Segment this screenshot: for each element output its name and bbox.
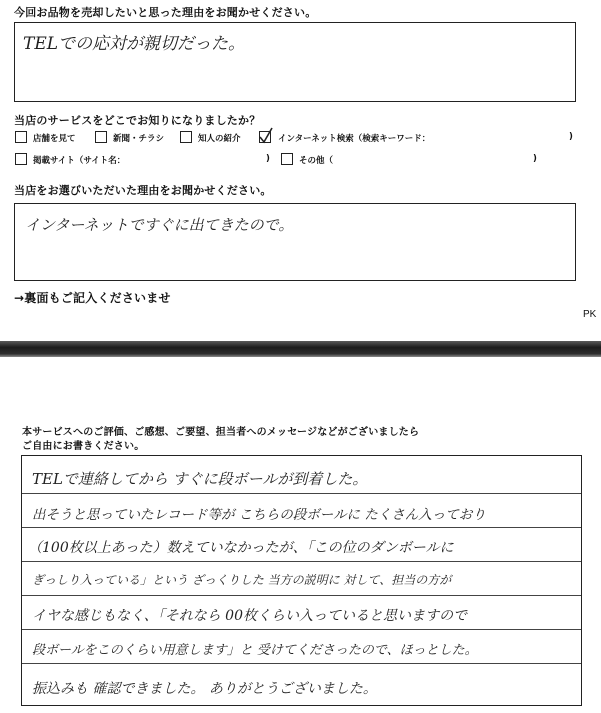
checkbox-store[interactable] [15, 131, 27, 143]
checkbox-newspaper[interactable] [95, 131, 107, 143]
option-listing-close: ) [266, 154, 270, 164]
option-other-close: ) [533, 154, 537, 164]
feedback-answer-box [21, 455, 582, 706]
check-mark-icon [258, 127, 274, 145]
reason-sell-answer: TELでの応対が親切だった。 [23, 34, 246, 54]
checkbox-referral[interactable] [180, 131, 192, 143]
ruled-line [22, 493, 581, 494]
option-internet-label: インターネット検索（検索キーワード： [278, 134, 431, 144]
back-note: →裏面もご記入くださいませ [14, 291, 171, 305]
how-know-label: 当店のサービスをどこでお知りになりましたか？ [14, 114, 261, 127]
option-newspaper-label: 新聞・チラシ [113, 134, 165, 144]
feedback-line-2: 出そうと思っていたレコード等が こちらの段ボールに たくさん入っており [32, 507, 486, 523]
reason-sell-label: 今回お品物を売却したいと思った理由をお聞かせください。 [14, 6, 317, 19]
feedback-line-6: 段ボールをこのくらい用意します」と 受けてくださったので、ほっとした。 [32, 643, 478, 658]
scan-divider-bar [0, 341, 601, 357]
feedback-line-7: 振込みも 確認できました。 ありがとうございました。 [32, 681, 377, 697]
reason-choose-answer-box [14, 203, 576, 281]
option-referral-label: 知人の紹介 [198, 134, 241, 144]
ruled-line [22, 629, 581, 630]
ruled-line [22, 527, 581, 528]
reason-choose-answer: インターネットですぐに出てきたので。 [25, 216, 294, 234]
reason-sell-answer-box [14, 22, 576, 102]
checkbox-other[interactable] [281, 153, 293, 165]
checkbox-internet[interactable] [259, 131, 271, 143]
ruled-line [22, 595, 581, 596]
option-store-label: 店舗を見て [33, 134, 76, 144]
option-internet-close: ) [569, 132, 573, 142]
ruled-line [22, 561, 581, 562]
reason-choose-label: 当店をお選びいただいた理由をお聞かせください。 [14, 184, 272, 197]
option-listing-label: 掲載サイト（サイト名： [33, 156, 126, 166]
feedback-line-4: ぎっしり入っている」という ざっくりした 当方の説明に 対して、担当の方が [32, 573, 452, 587]
option-other-label: その他（ [299, 156, 334, 166]
feedback-label-line2: ご自由にお書きください。 [22, 441, 145, 452]
feedback-label-line1: 本サービスへのご評価、ご感想、ご要望、担当者へのメッセージなどがございましたら [22, 427, 420, 438]
feedback-line-1: TELで連絡してから すぐに段ボールが到着した。 [32, 470, 368, 488]
ruled-line [22, 663, 581, 664]
corner-mark: PK [583, 309, 597, 320]
feedback-line-5: イヤな感じもなく、「それなら 00枚くらい入っていると思いますので [32, 608, 467, 624]
checkbox-listing[interactable] [15, 153, 27, 165]
feedback-line-3: （100枚以上あった）数えていなかったが、「この位のダンボールに [28, 540, 454, 556]
